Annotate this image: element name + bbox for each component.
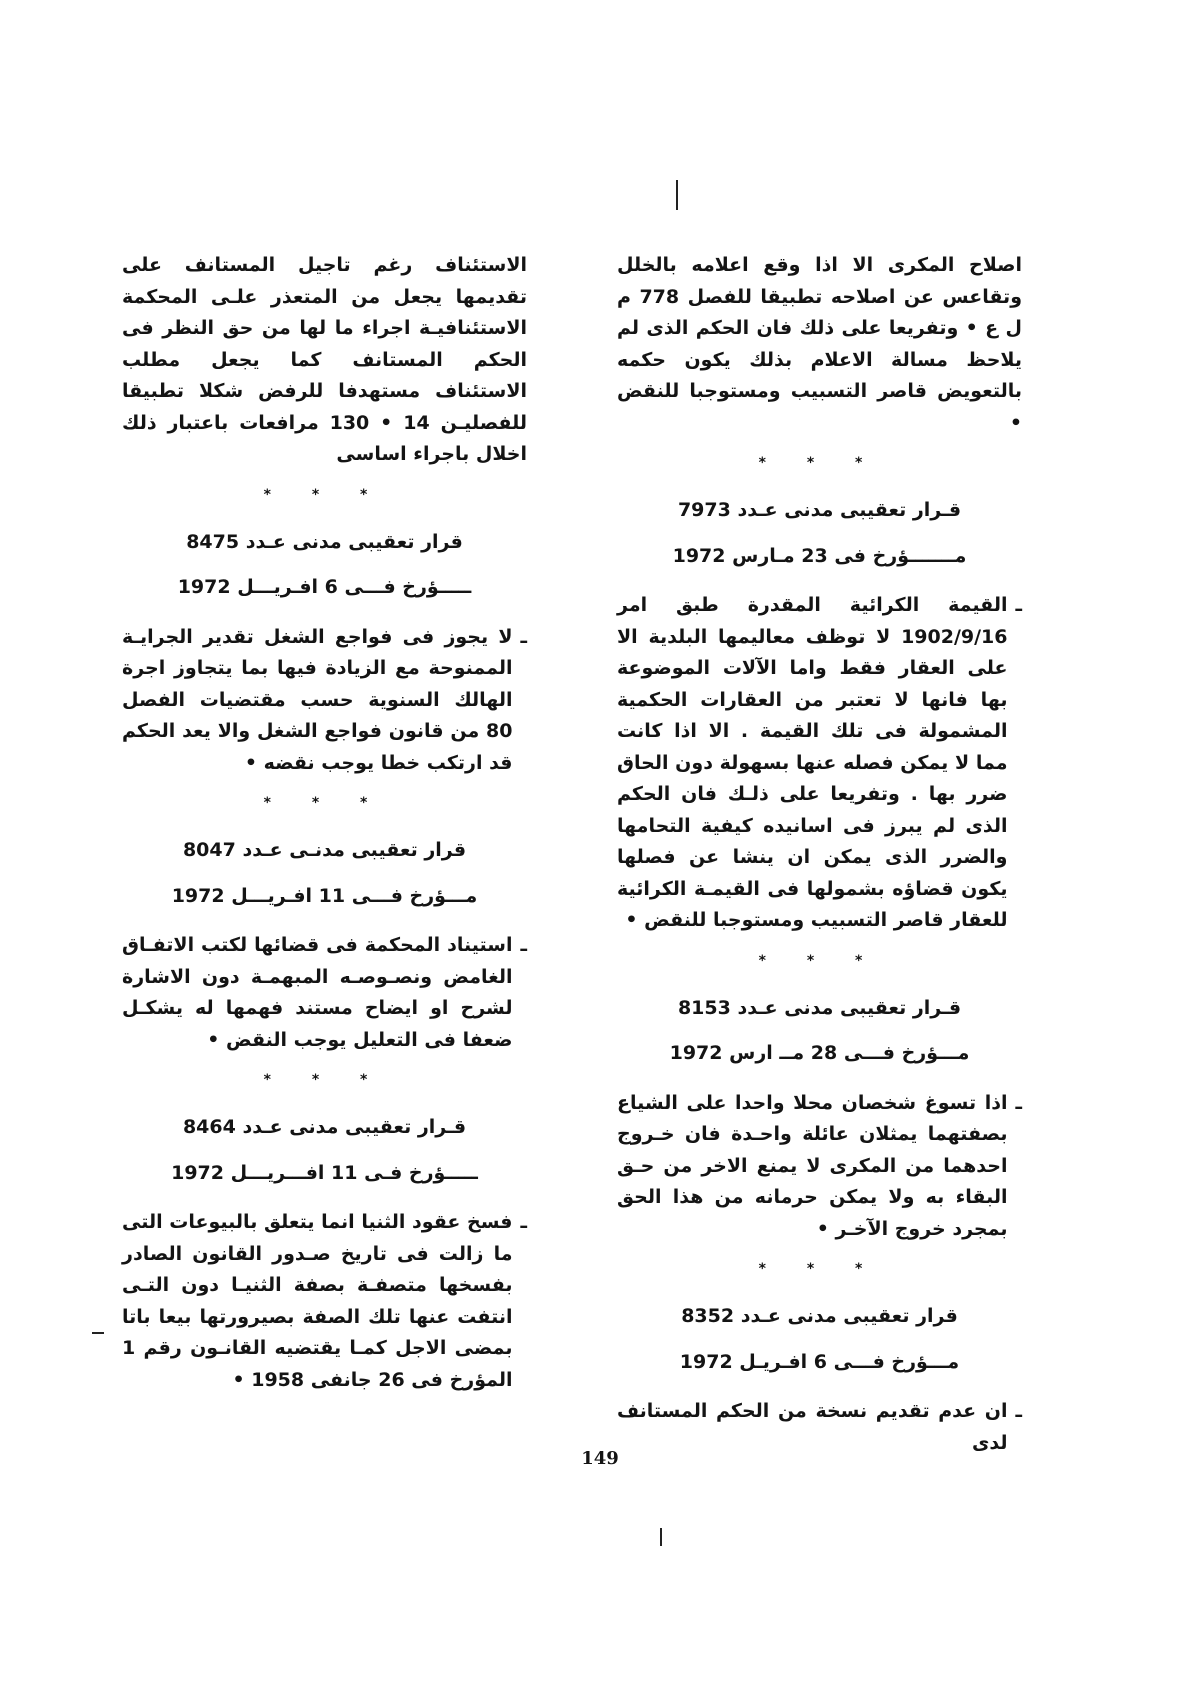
decision-date: ـــــؤرخ فـــى 6 افـريـــل 1972 <box>177 576 472 598</box>
left-column <box>122 250 527 1396</box>
decision-heading: قـرار تعقيبى مدنى عـدد 8153 <box>677 996 962 1019</box>
decision-block <box>122 527 527 780</box>
dash-bullet: ـ <box>520 625 527 648</box>
decision-block <box>617 1301 1022 1459</box>
decision-date: مـــــــؤرخ فى 23 مـارس 1972 <box>672 544 967 567</box>
decision-text: ان عدم تقديم نسخة من الحكم المستانف لدى <box>617 1400 1008 1454</box>
decision-summary <box>122 1207 527 1396</box>
right-intro-paragraph: اصلاح المكرى الا اذا وقع اعلامه بالخلل وتقاعس عن اصلاحه تطبيقا للفصل 778 م ل ع • وتفريعا على ذلك فان الحكم الذى لم يلاحظ مسالة الاعلام بذلك يكون حكمه بالتعويض قاصر التسبيب ومستوجبا للنقض • <box>617 254 1023 434</box>
decision-block <box>122 835 527 1056</box>
separator-stars: * * * <box>758 455 881 471</box>
decision-date: ـــــؤرخ فـى 11 افـــريـــل 1972 <box>171 1161 478 1184</box>
page-number: 149 <box>581 1448 619 1469</box>
decision-summary <box>617 1396 1022 1459</box>
scan-mark <box>660 1528 662 1546</box>
separator-stars: * * * <box>758 952 881 969</box>
decision-date: مـــؤرخ فـــى 6 افـريـل 1972 <box>679 1350 960 1373</box>
decision-heading: قرار تعقيبى مدنى عـدد 8352 <box>681 1305 958 1327</box>
dash-bullet: ـ <box>1015 594 1022 616</box>
decision-text: لا يجوز فى فواجع الشغل تقدير الجرايـة الممنوحة مع الزيادة فيها بما يتجاوز اجرة الهالك السنوية حسب مقتضيات الفصل 80 من قانون فواجع الشغل والا يعد الحكم قد ارتكب خطا يوجب نقضه • <box>122 625 513 774</box>
decision-heading: قـرار تعقيبى مدنى عـدد 8464 <box>182 1116 467 1138</box>
dash-bullet: ـ <box>520 1211 527 1233</box>
separator-stars: * * * <box>263 795 386 811</box>
decision-block <box>617 495 1022 937</box>
right-column <box>617 250 1022 1459</box>
separator-stars: * * * <box>758 1261 881 1277</box>
decision-heading: قـرار تعقيبى مدنى عـدد 7973 <box>677 499 962 521</box>
separator-stars: * * * <box>263 486 386 503</box>
decision-heading: قرار تعقيبى مدنـى عـدد 8047 <box>182 839 467 861</box>
decision-block <box>617 993 1022 1246</box>
decision-summary <box>617 1088 1022 1246</box>
decision-text: فسخ عقود الثنيا انما يتعلق بالبيوعات التى ما زالت فى تاريخ صـدور القانون الصادر بفسخها متصفـة بصفة الثنيـا دون التـى انتفت عنها تلك الصفة بصيرورتها بيعا باتا بمضى الاجل كمـا يقتضيه القانـون رقم 1 المؤرخ فى 26 جانفى 1958 • <box>122 1211 513 1391</box>
dash-bullet: ـ <box>520 934 527 956</box>
scan-mark <box>676 180 678 210</box>
decision-summary <box>122 930 527 1056</box>
decision-summary <box>617 590 1022 937</box>
decision-text: اذا تسوغ شخصان محلا واحدا على الشياع بصفتهما يمثلان عائلة واحـدة فان خـروج احدهما من المكرى لا يمنع الاخر من حـق البقاء به ولا يمكن حرمانه من هذا الحق بمجرد خروج الآخـر • <box>617 1091 1008 1240</box>
scan-mark <box>92 1332 104 1334</box>
decision-text: القيمة الكرائية المقدرة طبق امر 1902/9/16 لا توظف معاليمها البلدية الا على العقار فقط واما الآلات الموضوعة بها فانها لا تعتبر من العقارات الحكمية المشمولة فى تلك القيمة . الا اذا كانت مما لا يمكن فصله عنها بسهولة دون الحاق ضرر بها . وتفريعا على ذلـك فان الحكم الذى لم يبرز فى اسانيده كيفية التحامها والضرر الذى يمكن ان ينشا عن فصلها يكون قضاؤه بشمولها فى القيمـة الكرائية للعقار قاصر التسبيب ومستوجبا للنقض • <box>617 594 1008 931</box>
dash-bullet: ـ <box>1015 1400 1022 1422</box>
separator-stars: * * * <box>263 1072 386 1088</box>
decision-block <box>122 1112 527 1396</box>
decision-summary <box>122 622 527 780</box>
left-intro-paragraph: الاستئناف رغم تاجيل المستانف على تقديمها يجعل من المتعذر علـى المحكمة الاستئنافيـة اجراء ما لها من حق النظر فى الحكم المستانف كما يجعل مطلب الاستئناف مستهدفا للرفض شكلا تطبيقا للفصليـن 14 • 130 مرافعات باعتبار ذلك اخلال باجراء اساسى <box>122 254 527 465</box>
decision-date: مـــؤرخ فـــى 28 مــ ارس 1972 <box>669 1042 970 1064</box>
dash-bullet: ـ <box>1015 1091 1022 1114</box>
decision-heading: قرار تعقيبى مدنى عـدد 8475 <box>186 530 463 553</box>
decision-date: مـــؤرخ فـــى 11 افـريـــل 1972 <box>171 884 478 907</box>
decision-text: استيناد المحكمة فى قضائها لكتب الاتفـاق الغامض ونصـوصـه المبهمـة دون الاشارة لشرح او ايضاح مستند فهمها له يشكـل ضعفا فى التعليل يوجب النقض • <box>122 934 513 1051</box>
